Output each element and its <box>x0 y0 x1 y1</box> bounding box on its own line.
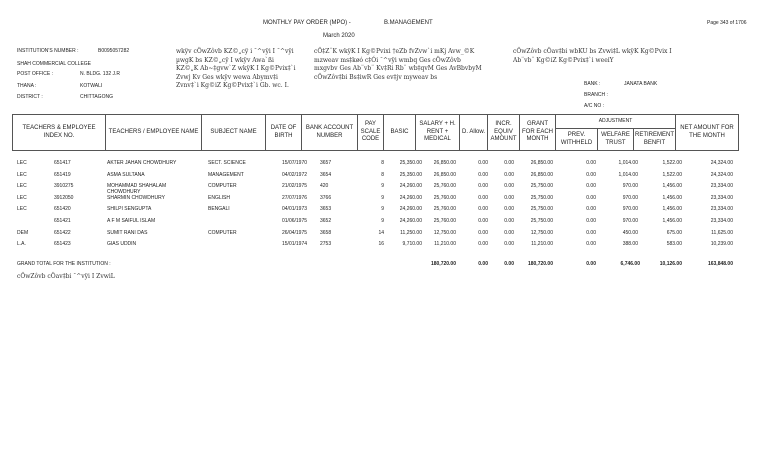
cell-dob: 21/02/1975 <box>282 183 308 190</box>
total-welfare: 6,746.00 <box>620 261 640 267</box>
cell-dob: 01/06/1975 <box>282 218 308 224</box>
cell-basic: 24,260.00 <box>399 183 422 190</box>
cell-name: ASMA SULTANA <box>107 171 145 178</box>
cell-basic: 25,350.00 <box>399 171 422 178</box>
col-retirement: RETIREMENT BENFIT <box>634 129 676 151</box>
cell-net: 23,334.00 <box>710 183 733 190</box>
cell-prev-withheld: 0.00 <box>586 194 596 201</box>
cell-subject: MANAGEMENT <box>208 171 244 178</box>
cell-retirement: 1,456.00 <box>662 194 682 201</box>
cell-account: 3657 <box>320 160 332 166</box>
cell-index: 651422 <box>54 229 71 236</box>
col-subject: SUBJECT NAME <box>202 115 266 151</box>
cell-grant: 12,750.00 <box>530 229 553 236</box>
cell-dob: 04/01/1973 <box>282 206 308 213</box>
cell-dob: 04/02/1972 <box>282 171 308 178</box>
col-welfare: WELFARE TRUST <box>598 129 634 151</box>
cell-account: 3766 <box>320 194 332 201</box>
cell-prev-withheld: 0.00 <box>586 183 596 190</box>
cell-prev-withheld: 0.00 <box>586 171 596 178</box>
cell-designation: LEC <box>17 160 27 166</box>
cell-account: 3652 <box>320 218 332 224</box>
cell-basic: 11,250.00 <box>400 229 422 236</box>
total-incr: 0.00 <box>504 261 514 267</box>
bank-label: BANK : <box>584 81 601 87</box>
cell-welfare: 1,014.00 <box>618 171 638 178</box>
col-incr: INCR. EQUIV AMOUNT <box>488 115 520 151</box>
cell-salary: 11,210.00 <box>434 241 456 248</box>
total-prev-withheld: 0.00 <box>586 261 596 267</box>
cell-grant: 26,850.00 <box>530 171 553 178</box>
certification-note-2: cÖ‡Z¨K wkÿK I Kg©Pvixi †eZb fvZvw`i mKj Avw_©K mzweav ms‡køó c‡Ói ¯^vÿi wmbq Ges cÖwZôvb mxgvbv Ges Ab¨vb¨ Kv‡Ri Rb¨ wb‡qvM Ges AvBbvbyM cÖwZôv‡bi Bs‡iwR Ges ev‡jv myweav bs <box>314 48 482 81</box>
cell-subject: COMPUTER <box>208 183 237 190</box>
cell-welfare: 388.00 <box>622 241 638 248</box>
institution-number-label: INSTITUTION'S NUMBER : <box>17 48 79 54</box>
cell-designation: LEC <box>17 171 27 178</box>
management-type: B.MANAGEMENT <box>384 20 433 26</box>
cell-index: 651420 <box>54 206 71 213</box>
cell-salary: 12,750.00 <box>433 229 456 236</box>
cell-pay-scale: 16 <box>378 241 384 248</box>
cell-incr: 0.00 <box>504 160 514 166</box>
cell-salary: 26,850.00 <box>433 160 456 166</box>
cell-d-allow: 0.00 <box>478 171 488 178</box>
cell-subject: COMPUTER <box>208 229 237 236</box>
account-label: A/C NO : <box>584 103 605 109</box>
cell-d-allow: 0.00 <box>478 241 488 248</box>
total-retirement: 10,126.00 <box>659 261 682 267</box>
cell-welfare: 1,014.00 <box>618 160 638 166</box>
mpo-table-header <box>12 114 739 151</box>
district-value: CHITTAGONG <box>80 94 113 100</box>
cell-welfare: 970.00 <box>622 218 638 224</box>
cell-salary: 25,760.00 <box>433 194 456 201</box>
cell-grant: 25,750.00 <box>530 194 553 201</box>
col-grant: GRANT FOR EACH MONTH <box>520 115 556 151</box>
cell-grant: 25,750.00 <box>530 206 553 213</box>
col-adjustment: ADJUSTMENT <box>556 115 676 129</box>
grand-total-label: GRAND TOTAL FOR THE INSTITUTION : <box>17 261 111 267</box>
cell-dob: 27/07/1976 <box>282 194 308 201</box>
cell-welfare: 970.00 <box>622 206 638 213</box>
bank-value: JANATA BANK <box>624 81 658 87</box>
cell-incr: 0.00 <box>504 183 514 190</box>
col-d-allow: D. Allow. <box>460 115 488 151</box>
cell-index: 651423 <box>54 241 71 248</box>
cell-retirement: 1,522.00 <box>662 160 682 166</box>
cell-subject: ENGLISH <box>208 194 230 201</box>
cell-pay-scale: 9 <box>381 194 384 201</box>
total-salary: 180,720.00 <box>430 261 456 267</box>
cell-incr: 0.00 <box>504 206 514 213</box>
cell-designation: DEM <box>17 229 29 236</box>
institution-name: SHAH COMMERCIAL COLLEGE <box>17 61 91 67</box>
branch-label: BRANCH : <box>584 92 608 98</box>
cell-pay-scale: 8 <box>381 160 384 166</box>
certification-note-3: cÖwZôvb cÖav‡bi wbKU bs Zvwi‡L wkÿK Kg©Pvix I Ab¨vb¨ Kg©iZ Kg©Pvix‡`i weeiY <box>513 48 672 64</box>
cell-account: 3658 <box>320 229 332 236</box>
cell-grant: 11,210.00 <box>531 241 553 248</box>
cell-account: 3654 <box>320 171 332 178</box>
cell-incr: 0.00 <box>504 218 514 224</box>
cell-incr: 0.00 <box>504 241 514 248</box>
cell-index: 651417 <box>54 160 71 166</box>
cell-d-allow: 0.00 <box>478 194 488 201</box>
col-prev-withheld: PREV. WITHHELD <box>556 129 598 151</box>
cell-designation: LEC <box>17 206 27 213</box>
total-net: 163,848.00 <box>707 261 733 267</box>
page-number: Page 343 of 1706 <box>707 20 747 26</box>
col-salary: SALARY + H. RENT + MEDICAL <box>416 115 460 151</box>
col-teachers-index: TEACHERS & EMPLOYEE INDEX NO. <box>13 115 106 151</box>
cell-name: GIAS UDDIN <box>107 241 137 248</box>
cell-d-allow: 0.00 <box>478 160 488 166</box>
thana-label: THANA : <box>17 83 37 89</box>
cell-retirement: 1,522.00 <box>662 171 682 178</box>
cell-net: 24,324.00 <box>710 171 733 178</box>
cell-incr: 0.00 <box>504 194 514 201</box>
cell-net: 24,324.00 <box>710 160 733 166</box>
cell-retirement: 1,456.00 <box>662 183 682 190</box>
col-net: NET AMOUNT FOR THE MONTH <box>676 115 739 151</box>
cell-welfare: 970.00 <box>622 183 638 190</box>
cell-designation: L.A. <box>17 241 26 248</box>
thana-value: KOTWALI <box>80 83 103 89</box>
cell-basic: 24,260.00 <box>399 194 422 201</box>
cell-grant: 25,750.00 <box>530 183 553 190</box>
cell-name: MOHAMMAD SHAHALAM <box>107 183 167 190</box>
cell-account: 3653 <box>320 206 332 213</box>
cell-welfare: 970.00 <box>622 194 638 201</box>
col-dob: DATE OF BIRTH <box>266 115 302 151</box>
total-grant: 180,720.00 <box>527 261 553 267</box>
col-bank-account: BANK ACCOUNT NUMBER <box>302 115 358 151</box>
cell-subject: BENGALI <box>208 206 230 213</box>
cell-net: 23,334.00 <box>710 194 733 201</box>
post-office-label: POST OFFICE : <box>17 71 54 77</box>
total-d-allow: 0.00 <box>478 261 488 267</box>
cell-basic: 24,260.00 <box>399 218 422 224</box>
cell-welfare: 450.00 <box>622 229 638 236</box>
cell-name: A F M SAIFUL ISLAM <box>107 218 156 224</box>
cell-salary: 26,850.00 <box>433 171 456 178</box>
cell-dob: 15/07/1970 <box>282 160 308 166</box>
cell-net: 10,239.00 <box>710 241 733 248</box>
cell-name: SHARMIN CHOWDHURY <box>107 194 165 201</box>
cell-pay-scale: 9 <box>381 218 384 224</box>
cell-salary: 25,760.00 <box>433 206 456 213</box>
cell-dob: 15/01/1974 <box>282 241 308 248</box>
cell-prev-withheld: 0.00 <box>586 160 596 166</box>
cell-account: 420 <box>320 183 329 190</box>
cell-d-allow: 0.00 <box>478 229 488 236</box>
cell-subject: SECT. SCIENCE <box>208 160 246 166</box>
cell-net: 23,334.00 <box>710 206 733 213</box>
report-title: MONTHLY PAY ORDER (MPO) - <box>263 20 351 26</box>
cell-grant: 26,850.00 <box>530 160 553 166</box>
cell-name: SUMIT RANI DAS <box>107 229 148 236</box>
cell-designation: LEC <box>17 194 27 201</box>
col-basic: BASIC <box>384 115 416 151</box>
cell-index: 3910275 <box>54 183 74 190</box>
cell-prev-withheld: 0.00 <box>586 241 596 248</box>
post-office-value: N. BLDG. 132 J.R <box>80 71 121 77</box>
cell-index: 651421 <box>54 218 71 224</box>
cell-pay-scale: 14 <box>378 229 384 236</box>
cell-designation: LEC <box>17 183 27 190</box>
cell-net: 23,334.00 <box>710 218 733 224</box>
cell-index: 651419 <box>54 171 71 178</box>
district-label: DISTRICT : <box>17 94 43 100</box>
cell-retirement: 583.00 <box>666 241 682 248</box>
cell-retirement: 1,456.00 <box>662 218 682 224</box>
cell-name: AKTER JAHAN CHOWDHURY <box>107 160 177 166</box>
cell-d-allow: 0.00 <box>478 183 488 190</box>
cell-basic: 9,710.00 <box>402 241 422 248</box>
cell-incr: 0.00 <box>504 229 514 236</box>
cell-d-allow: 0.00 <box>478 206 488 213</box>
cell-name-continued: CHOWDHURY <box>107 189 141 196</box>
cell-pay-scale: 9 <box>381 206 384 213</box>
cell-prev-withheld: 0.00 <box>586 218 596 224</box>
cell-pay-scale: 9 <box>381 183 384 190</box>
col-name: TEACHERS / EMPLOYEE NAME <box>106 115 202 151</box>
certification-note-1: wkÿv cÖwZôvb KZ©„cÿ i ¯^vÿi I ¯^vÿi µwgK bs KZ©„cÿ I wkÿv Awa`ßi KZ©„K Ab~‡gvw`Z wkÿK I Kg©Pvix‡`i Zvwj Kv Ges wkÿv wewa Abymv‡i Zvnv‡`i Kg©iZ Kg©Pvix‡`i Gb. wc. I. <box>176 48 296 89</box>
institution-number-value: B0095057282 <box>98 48 130 54</box>
cell-retirement: 675.00 <box>666 229 682 236</box>
cell-d-allow: 0.00 <box>478 218 488 224</box>
cell-net: 11,625.00 <box>711 229 733 236</box>
cell-incr: 0.00 <box>504 171 514 178</box>
col-pay-scale: PAY SCALE CODE <box>358 115 384 151</box>
cell-salary: 25,760.00 <box>433 183 456 190</box>
cell-account: 2753 <box>320 241 332 248</box>
cell-name: SHILPI SENGUPTA <box>107 206 152 213</box>
footer-signature-note: cÖwZôvb cÖav‡bi ¯^vÿi I ZvwiL <box>17 273 115 280</box>
cell-prev-withheld: 0.00 <box>586 206 596 213</box>
cell-index: 3912050 <box>54 194 74 201</box>
cell-pay-scale: 8 <box>381 171 384 178</box>
cell-basic: 25,350.00 <box>399 160 422 166</box>
cell-basic: 24,260.00 <box>399 206 422 213</box>
cell-retirement: 1,456.00 <box>662 206 682 213</box>
cell-grant: 25,750.00 <box>530 218 553 224</box>
cell-salary: 25,760.00 <box>433 218 456 224</box>
report-month: March 2020 <box>323 33 355 39</box>
cell-prev-withheld: 0.00 <box>586 229 596 236</box>
cell-dob: 26/04/1975 <box>282 229 308 236</box>
